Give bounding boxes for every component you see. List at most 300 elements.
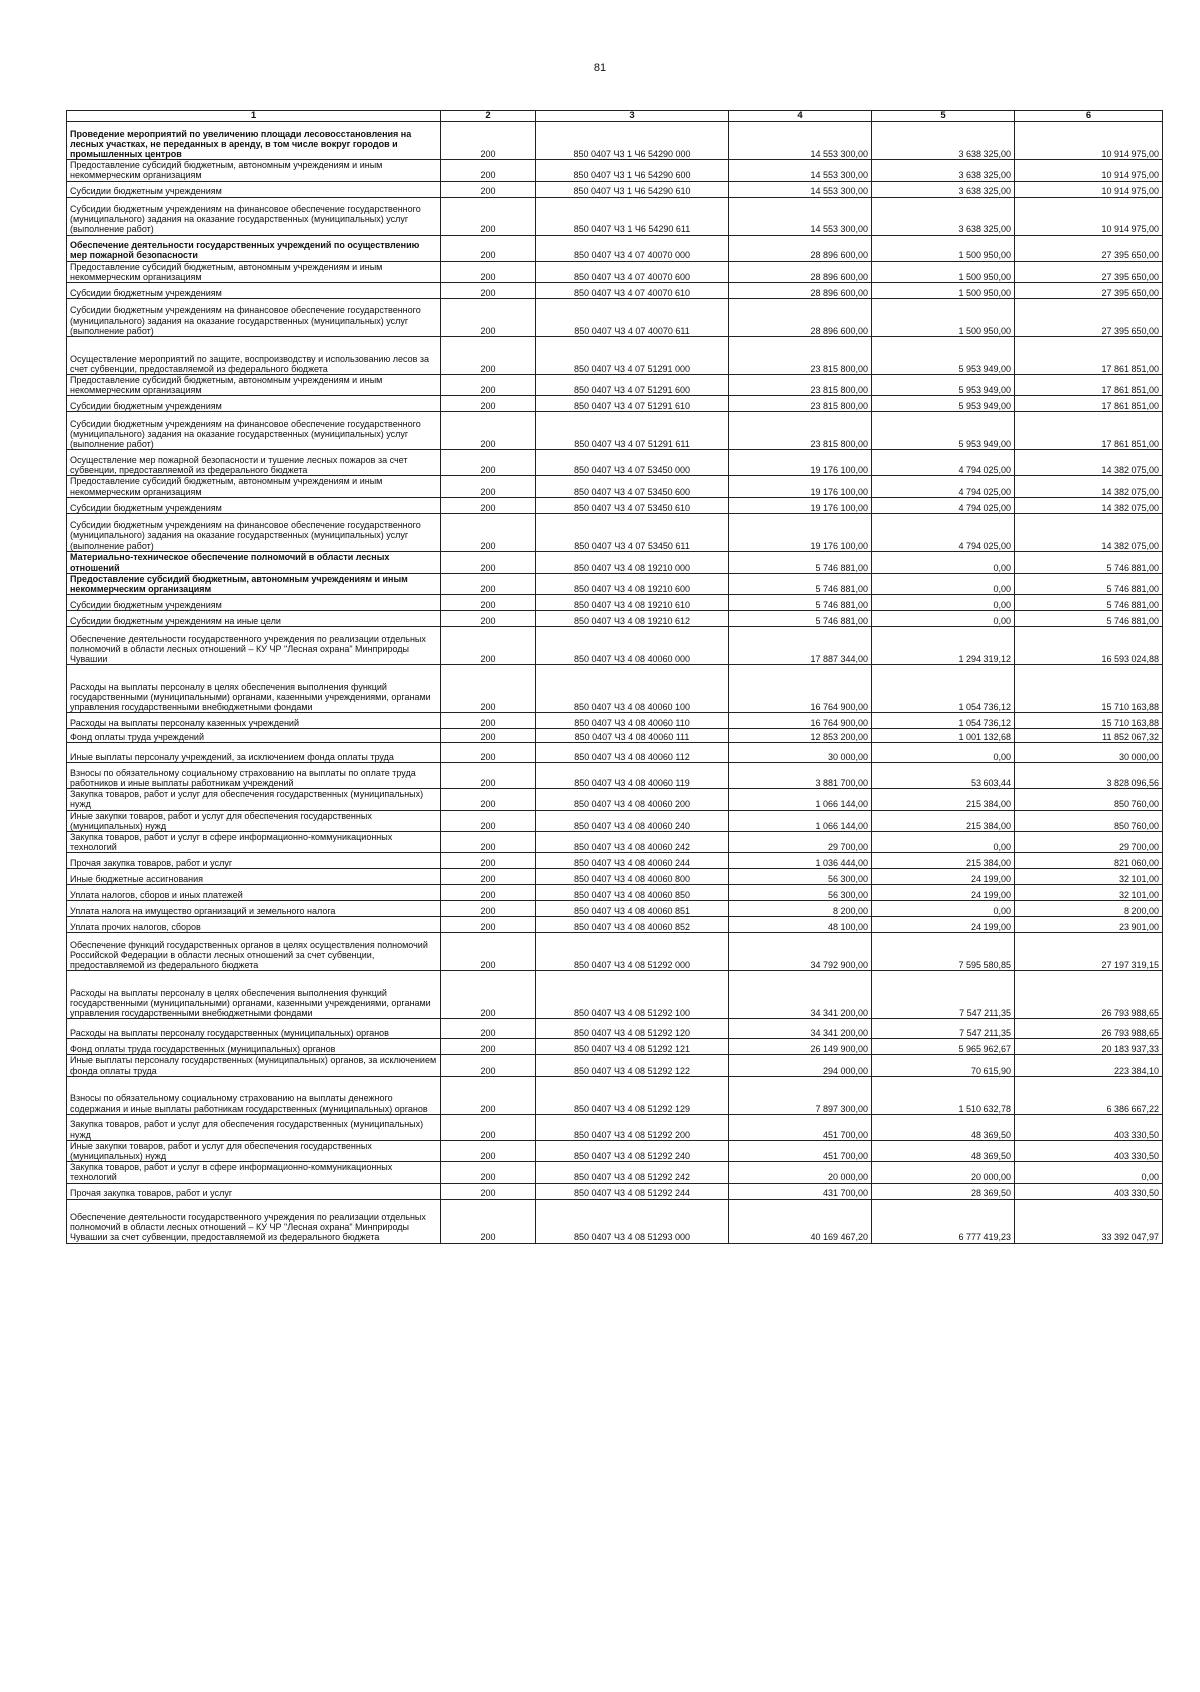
row-code-cell: 200 (441, 1140, 536, 1161)
row-value-col5-cell: 0,00 (872, 573, 1015, 594)
row-value-col5-cell: 20 000,00 (872, 1162, 1015, 1183)
row-value-col6-cell: 27 395 650,00 (1015, 283, 1163, 299)
row-value-col4-cell: 1 066 144,00 (729, 789, 872, 810)
row-value-col5-cell: 1 500 950,00 (872, 299, 1015, 337)
row-value-col6-cell: 26 793 988,65 (1015, 971, 1163, 1019)
table-row (67, 299, 1163, 337)
row-value-col4-cell: 28 896 600,00 (729, 235, 872, 261)
row-value-col5-cell: 0,00 (872, 743, 1015, 763)
row-value-col5-cell: 5 953 949,00 (872, 375, 1015, 396)
table-row (67, 901, 1163, 917)
table-row (67, 1076, 1163, 1114)
row-code-cell: 200 (441, 810, 536, 831)
row-value-col5-cell: 3 638 325,00 (872, 122, 1015, 160)
row-name-cell: Обеспечение функций государственных органов в целях осуществления полномочий Российской Федерации в области лесных отношений за счет субвенции, предоставляемой из федерального бюджета (67, 933, 441, 971)
row-code-cell: 200 (441, 1076, 536, 1114)
row-name-cell: Взносы по обязательному социальному страхованию на выплаты денежного содержания и иные выплаты работникам государственных (муниципальных) органов (67, 1076, 441, 1114)
row-value-col4-cell: 28 896 600,00 (729, 261, 872, 282)
row-value-col6-cell: 5 746 881,00 (1015, 573, 1163, 594)
row-classifier-cell: 850 0407 Ч3 4 08 40060 112 (536, 743, 729, 763)
row-value-col5-cell: 24 199,00 (872, 885, 1015, 901)
row-value-col6-cell: 5 746 881,00 (1015, 595, 1163, 611)
table-row (67, 1055, 1163, 1076)
table-row (67, 261, 1163, 282)
row-code-cell: 200 (441, 261, 536, 282)
row-code-cell: 200 (441, 853, 536, 869)
row-classifier-cell: 850 0407 Ч3 4 08 40060 000 (536, 627, 729, 665)
row-classifier-cell: 850 0407 Ч3 4 08 51292 240 (536, 1140, 729, 1161)
row-value-col4-cell: 40 169 467,20 (729, 1199, 872, 1243)
row-code-cell: 200 (441, 595, 536, 611)
row-name-cell: Иные выплаты персоналу учреждений, за исключением фонда оплаты труда (67, 743, 441, 763)
row-value-col4-cell: 14 553 300,00 (729, 160, 872, 181)
row-value-col4-cell: 19 176 100,00 (729, 513, 872, 551)
row-name-cell: Осуществление мер пожарной безопасности и тушение лесных пожаров за счет субвенции, предоставляемой из федерального бюджета (67, 450, 441, 476)
row-value-col6-cell: 17 861 851,00 (1015, 375, 1163, 396)
table-row (67, 450, 1163, 476)
row-value-col6-cell: 5 746 881,00 (1015, 611, 1163, 627)
row-value-col4-cell: 19 176 100,00 (729, 476, 872, 497)
row-name-cell: Закупка товаров, работ и услуг в сфере информационно-коммуникационных технологий (67, 1162, 441, 1183)
table-row (67, 337, 1163, 375)
row-value-col4-cell: 1 066 144,00 (729, 810, 872, 831)
row-classifier-cell: 850 0407 Ч3 4 07 53450 611 (536, 513, 729, 551)
row-name-cell: Фонд оплаты труда государственных (муниципальных) органов (67, 1039, 441, 1055)
row-value-col5-cell: 215 384,00 (872, 789, 1015, 810)
table-row (67, 1199, 1163, 1243)
row-value-col6-cell: 14 382 075,00 (1015, 476, 1163, 497)
table-row (67, 743, 1163, 763)
row-name-cell: Субсидии бюджетным учреждениям (67, 595, 441, 611)
row-code-cell: 200 (441, 551, 536, 573)
row-value-col4-cell: 23 815 800,00 (729, 396, 872, 412)
row-code-cell: 200 (441, 375, 536, 396)
column-header-6: 6 (1015, 111, 1163, 122)
row-value-col4-cell: 19 176 100,00 (729, 450, 872, 476)
row-value-col5-cell: 5 965 962,67 (872, 1039, 1015, 1055)
table-row (67, 122, 1163, 160)
table-row (67, 160, 1163, 181)
row-value-col6-cell: 8 200,00 (1015, 901, 1163, 917)
row-code-cell: 200 (441, 1114, 536, 1140)
row-value-col5-cell: 1 500 950,00 (872, 283, 1015, 299)
row-classifier-cell: 850 0407 Ч3 4 07 53450 000 (536, 450, 729, 476)
row-value-col6-cell: 850 760,00 (1015, 789, 1163, 810)
row-value-col4-cell: 23 815 800,00 (729, 375, 872, 396)
row-value-col4-cell: 451 700,00 (729, 1114, 872, 1140)
row-value-col6-cell: 403 330,50 (1015, 1183, 1163, 1199)
row-value-col6-cell: 14 382 075,00 (1015, 450, 1163, 476)
row-name-cell: Субсидии бюджетным учреждениям на иные цели (67, 611, 441, 627)
row-value-col4-cell: 5 746 881,00 (729, 573, 872, 594)
row-code-cell: 200 (441, 122, 536, 160)
column-header-3: 3 (536, 111, 729, 122)
row-value-col5-cell: 4 794 025,00 (872, 476, 1015, 497)
row-value-col4-cell: 1 036 444,00 (729, 853, 872, 869)
table-row (67, 375, 1163, 396)
row-value-col4-cell: 48 100,00 (729, 917, 872, 933)
table-header-row (67, 111, 1163, 122)
budget-table (66, 110, 1163, 1244)
row-name-cell: Субсидии бюджетным учреждениям на финансовое обеспечение государственного (муниципального) задания на оказание государственных (муниципальных) услуг (выполнение работ) (67, 412, 441, 450)
row-value-col4-cell: 12 853 200,00 (729, 729, 872, 743)
row-name-cell: Прочая закупка товаров, работ и услуг (67, 853, 441, 869)
row-value-col5-cell: 4 794 025,00 (872, 497, 1015, 513)
row-value-col6-cell: 3 828 096,56 (1015, 763, 1163, 789)
row-value-col4-cell: 7 897 300,00 (729, 1076, 872, 1114)
row-value-col6-cell: 403 330,50 (1015, 1114, 1163, 1140)
row-classifier-cell: 850 0407 Ч3 4 08 40060 800 (536, 869, 729, 885)
table-row (67, 789, 1163, 810)
row-classifier-cell: 850 0407 Ч3 4 07 53450 610 (536, 497, 729, 513)
row-code-cell: 200 (441, 1199, 536, 1243)
table-row (67, 869, 1163, 885)
page-number: 81 (593, 62, 607, 74)
row-value-col4-cell: 8 200,00 (729, 901, 872, 917)
row-classifier-cell: 850 0407 Ч3 4 07 53450 600 (536, 476, 729, 497)
table-row (67, 713, 1163, 729)
row-classifier-cell: 850 0407 Ч3 4 07 51291 610 (536, 396, 729, 412)
row-value-col5-cell: 24 199,00 (872, 869, 1015, 885)
row-name-cell: Субсидии бюджетным учреждениям (67, 283, 441, 299)
row-value-col5-cell: 215 384,00 (872, 810, 1015, 831)
row-value-col6-cell: 15 710 163,88 (1015, 713, 1163, 729)
row-value-col5-cell: 5 953 949,00 (872, 412, 1015, 450)
row-value-col4-cell: 56 300,00 (729, 885, 872, 901)
row-classifier-cell: 850 0407 Ч3 4 08 51292 129 (536, 1076, 729, 1114)
row-value-col4-cell: 56 300,00 (729, 869, 872, 885)
row-value-col5-cell: 1 500 950,00 (872, 261, 1015, 282)
row-classifier-cell: 850 0407 Ч3 4 08 19210 612 (536, 611, 729, 627)
row-value-col5-cell: 5 953 949,00 (872, 396, 1015, 412)
row-name-cell: Обеспечение деятельности государственных учреждений по осуществлению мер пожарной безопасности (67, 235, 441, 261)
row-value-col5-cell: 1 500 950,00 (872, 235, 1015, 261)
row-value-col5-cell: 1 294 319,12 (872, 627, 1015, 665)
row-classifier-cell: 850 0407 Ч3 4 08 19210 000 (536, 551, 729, 573)
table-row (67, 197, 1163, 235)
row-classifier-cell: 850 0407 Ч3 4 08 51292 121 (536, 1039, 729, 1055)
row-code-cell: 200 (441, 299, 536, 337)
row-value-col6-cell: 30 000,00 (1015, 743, 1163, 763)
row-value-col5-cell: 1 054 736,12 (872, 665, 1015, 713)
row-value-col6-cell: 0,00 (1015, 1162, 1163, 1183)
row-code-cell: 200 (441, 789, 536, 810)
table-row (67, 235, 1163, 261)
row-name-cell: Иные закупки товаров, работ и услуг для обеспечения государственных (муниципальных) нужд (67, 1140, 441, 1161)
row-value-col6-cell: 32 101,00 (1015, 885, 1163, 901)
row-value-col5-cell: 70 615,90 (872, 1055, 1015, 1076)
table-row (67, 1019, 1163, 1039)
row-name-cell: Уплата налога на имущество организаций и земельного налога (67, 901, 441, 917)
row-name-cell: Уплата налогов, сборов и иных платежей (67, 885, 441, 901)
row-value-col6-cell: 29 700,00 (1015, 832, 1163, 853)
row-value-col5-cell: 1 001 132,68 (872, 729, 1015, 743)
row-classifier-cell: 850 0407 Ч3 4 08 51292 122 (536, 1055, 729, 1076)
row-value-col6-cell: 10 914 975,00 (1015, 197, 1163, 235)
row-name-cell: Расходы на выплаты персоналу казенных учреждений (67, 713, 441, 729)
row-name-cell: Предоставление субсидий бюджетным, автономным учреждениям и иным некоммерческим организациям (67, 476, 441, 497)
row-value-col4-cell: 5 746 881,00 (729, 551, 872, 573)
row-classifier-cell: 850 0407 Ч3 4 08 40060 852 (536, 917, 729, 933)
table-row (67, 1140, 1163, 1161)
row-value-col5-cell: 0,00 (872, 901, 1015, 917)
row-value-col4-cell: 17 887 344,00 (729, 627, 872, 665)
row-name-cell: Субсидии бюджетным учреждениям на финансовое обеспечение государственного (муниципального) задания на оказание государственных (муниципальных) услуг (выполнение работ) (67, 513, 441, 551)
row-value-col4-cell: 14 553 300,00 (729, 197, 872, 235)
row-value-col5-cell: 215 384,00 (872, 853, 1015, 869)
row-value-col6-cell: 5 746 881,00 (1015, 551, 1163, 573)
table-row (67, 933, 1163, 971)
row-value-col5-cell: 48 369,50 (872, 1114, 1015, 1140)
row-code-cell: 200 (441, 396, 536, 412)
row-value-col5-cell: 3 638 325,00 (872, 181, 1015, 197)
row-name-cell: Предоставление субсидий бюджетным, автономным учреждениям и иным некоммерческим организациям (67, 375, 441, 396)
row-classifier-cell: 850 0407 Ч3 4 08 51292 242 (536, 1162, 729, 1183)
row-value-col6-cell: 16 593 024,88 (1015, 627, 1163, 665)
row-value-col6-cell: 403 330,50 (1015, 1140, 1163, 1161)
table-row (67, 181, 1163, 197)
row-name-cell: Иные бюджетные ассигнования (67, 869, 441, 885)
row-value-col5-cell: 53 603,44 (872, 763, 1015, 789)
row-name-cell: Субсидии бюджетным учреждениям (67, 396, 441, 412)
row-code-cell: 200 (441, 337, 536, 375)
row-classifier-cell: 850 0407 Ч3 4 07 40070 600 (536, 261, 729, 282)
row-classifier-cell: 850 0407 Ч3 4 08 51292 100 (536, 971, 729, 1019)
row-value-col5-cell: 24 199,00 (872, 917, 1015, 933)
row-name-cell: Закупка товаров, работ и услуг для обеспечения государственных (муниципальных) нужд (67, 789, 441, 810)
row-name-cell: Осуществление мероприятий по защите, воспроизводству и использованию лесов за счет субвенции, предоставляемой из федерального бюджета (67, 337, 441, 375)
row-value-col5-cell: 7 547 211,35 (872, 971, 1015, 1019)
row-code-cell: 200 (441, 1039, 536, 1055)
table-row (67, 810, 1163, 831)
row-code-cell: 200 (441, 971, 536, 1019)
row-name-cell: Обеспечение деятельности государственного учреждения по реализации отдельных полномочий в области лесных отношений – КУ ЧР "Лесная охрана" Минприроды Чувашии (67, 627, 441, 665)
row-value-col6-cell: 10 914 975,00 (1015, 181, 1163, 197)
row-classifier-cell: 850 0407 Ч3 4 08 51292 200 (536, 1114, 729, 1140)
row-name-cell: Расходы на выплаты персоналу в целях обеспечения выполнения функций государственными (муниципальными) органами, казенными учреждениями, органами управления государственными внебюджетными фондами (67, 665, 441, 713)
row-code-cell: 200 (441, 1055, 536, 1076)
table-row (67, 832, 1163, 853)
row-value-col4-cell: 28 896 600,00 (729, 299, 872, 337)
row-value-col6-cell: 33 392 047,97 (1015, 1199, 1163, 1243)
row-code-cell: 200 (441, 476, 536, 497)
row-value-col6-cell: 14 382 075,00 (1015, 513, 1163, 551)
row-code-cell: 200 (441, 869, 536, 885)
row-value-col6-cell: 821 060,00 (1015, 853, 1163, 869)
row-value-col4-cell: 16 764 900,00 (729, 713, 872, 729)
row-name-cell: Закупка товаров, работ и услуг в сфере информационно-коммуникационных технологий (67, 832, 441, 853)
row-name-cell: Взносы по обязательному социальному страхованию на выплаты по оплате труда работников и иные выплаты работникам учреждений (67, 763, 441, 789)
row-value-col6-cell: 27 395 650,00 (1015, 299, 1163, 337)
row-name-cell: Предоставление субсидий бюджетным, автономным учреждениям и иным некоммерческим организациям (67, 261, 441, 282)
row-code-cell: 200 (441, 160, 536, 181)
row-code-cell: 200 (441, 235, 536, 261)
table-row (67, 971, 1163, 1019)
row-classifier-cell: 850 0407 Ч3 4 08 40060 851 (536, 901, 729, 917)
row-value-col5-cell: 0,00 (872, 832, 1015, 853)
table-row (67, 513, 1163, 551)
row-code-cell: 200 (441, 665, 536, 713)
row-classifier-cell: 850 0407 Ч3 4 08 40060 850 (536, 885, 729, 901)
row-name-cell: Предоставление субсидий бюджетным, автономным учреждениям и иным некоммерческим организациям (67, 160, 441, 181)
row-classifier-cell: 850 0407 Ч3 4 08 40060 119 (536, 763, 729, 789)
row-code-cell: 200 (441, 412, 536, 450)
row-classifier-cell: 850 0407 Ч3 1 Ч6 54290 600 (536, 160, 729, 181)
row-name-cell: Иные выплаты персоналу государственных (муниципальных) органов, за исключением фонда оплаты труда (67, 1055, 441, 1076)
row-value-col6-cell: 223 384,10 (1015, 1055, 1163, 1076)
row-code-cell: 200 (441, 1019, 536, 1039)
row-classifier-cell: 850 0407 Ч3 4 07 51291 600 (536, 375, 729, 396)
row-value-col5-cell: 28 369,50 (872, 1183, 1015, 1199)
row-value-col6-cell: 20 183 937,33 (1015, 1039, 1163, 1055)
row-classifier-cell: 850 0407 Ч3 1 Ч6 54290 610 (536, 181, 729, 197)
row-value-col5-cell: 3 638 325,00 (872, 160, 1015, 181)
row-classifier-cell: 850 0407 Ч3 4 08 51292 244 (536, 1183, 729, 1199)
row-name-cell: Субсидии бюджетным учреждениям (67, 497, 441, 513)
table-row (67, 497, 1163, 513)
row-name-cell: Расходы на выплаты персоналу в целях обеспечения выполнения функций государственными (муниципальными) органами, казенными учреждениями, органами управления государственными внебюджетными фондами (67, 971, 441, 1019)
row-value-col6-cell: 10 914 975,00 (1015, 160, 1163, 181)
row-classifier-cell: 850 0407 Ч3 4 08 40060 240 (536, 810, 729, 831)
column-header-5: 5 (872, 111, 1015, 122)
row-code-cell: 200 (441, 832, 536, 853)
row-classifier-cell: 850 0407 Ч3 4 07 40070 611 (536, 299, 729, 337)
row-value-col5-cell: 4 794 025,00 (872, 450, 1015, 476)
row-code-cell: 200 (441, 450, 536, 476)
row-classifier-cell: 850 0407 Ч3 4 08 40060 100 (536, 665, 729, 713)
column-header-4: 4 (729, 111, 872, 122)
row-value-col5-cell: 4 794 025,00 (872, 513, 1015, 551)
row-value-col4-cell: 26 149 900,00 (729, 1039, 872, 1055)
row-classifier-cell: 850 0407 Ч3 4 07 51291 000 (536, 337, 729, 375)
row-code-cell: 200 (441, 513, 536, 551)
row-classifier-cell: 850 0407 Ч3 4 08 19210 610 (536, 595, 729, 611)
table-row (67, 1039, 1163, 1055)
row-value-col4-cell: 294 000,00 (729, 1055, 872, 1076)
table-body (67, 122, 1163, 1243)
row-classifier-cell: 850 0407 Ч3 4 07 40070 610 (536, 283, 729, 299)
row-code-cell: 200 (441, 713, 536, 729)
row-value-col6-cell: 23 901,00 (1015, 917, 1163, 933)
row-value-col4-cell: 23 815 800,00 (729, 337, 872, 375)
table-row (67, 627, 1163, 665)
row-value-col6-cell: 17 861 851,00 (1015, 337, 1163, 375)
row-code-cell: 200 (441, 573, 536, 594)
row-code-cell: 200 (441, 497, 536, 513)
row-name-cell: Иные закупки товаров, работ и услуг для обеспечения государственных (муниципальных) нужд (67, 810, 441, 831)
row-name-cell: Проведение мероприятий по увеличению площади лесовосстановления на лесных участках, не переданных в аренду, в том числе вокруг городов и промышленных центров (67, 122, 441, 160)
row-value-col6-cell: 15 710 163,88 (1015, 665, 1163, 713)
table-row (67, 573, 1163, 594)
table-row (67, 665, 1163, 713)
row-classifier-cell: 850 0407 Ч3 4 08 40060 110 (536, 713, 729, 729)
row-value-col6-cell: 17 861 851,00 (1015, 396, 1163, 412)
row-name-cell: Субсидии бюджетным учреждениям на финансовое обеспечение государственного (муниципального) задания на оказание государственных (муниципальных) услуг (выполнение работ) (67, 197, 441, 235)
table-row (67, 595, 1163, 611)
row-name-cell: Субсидии бюджетным учреждениям на финансовое обеспечение государственного (муниципального) задания на оказание государственных (муниципальных) услуг (выполнение работ) (67, 299, 441, 337)
row-classifier-cell: 850 0407 Ч3 4 07 51291 611 (536, 412, 729, 450)
row-value-col5-cell: 1 510 632,78 (872, 1076, 1015, 1114)
row-code-cell: 200 (441, 743, 536, 763)
row-code-cell: 200 (441, 917, 536, 933)
row-value-col6-cell: 17 861 851,00 (1015, 412, 1163, 450)
table-row (67, 885, 1163, 901)
row-code-cell: 200 (441, 283, 536, 299)
row-value-col6-cell: 850 760,00 (1015, 810, 1163, 831)
table-row (67, 1114, 1163, 1140)
table-row (67, 763, 1163, 789)
row-value-col4-cell: 16 764 900,00 (729, 665, 872, 713)
row-value-col6-cell: 11 852 067,32 (1015, 729, 1163, 743)
column-header-2: 2 (441, 111, 536, 122)
row-classifier-cell: 850 0407 Ч3 4 08 19210 600 (536, 573, 729, 594)
row-name-cell: Субсидии бюджетным учреждениям (67, 181, 441, 197)
table-row (67, 917, 1163, 933)
row-value-col6-cell: 6 386 667,22 (1015, 1076, 1163, 1114)
row-value-col6-cell: 14 382 075,00 (1015, 497, 1163, 513)
table-row (67, 611, 1163, 627)
row-value-col4-cell: 28 896 600,00 (729, 283, 872, 299)
table-row (67, 476, 1163, 497)
table-row (67, 1162, 1163, 1183)
row-name-cell: Обеспечение деятельности государственного учреждения по реализации отдельных полномочий в области лесных отношений – КУ ЧР "Лесная охрана" Минприроды Чувашии за счет субвенции, предоставляемой из федерального бюджета (67, 1199, 441, 1243)
row-code-cell: 200 (441, 181, 536, 197)
row-name-cell: Расходы на выплаты персоналу государственных (муниципальных) органов (67, 1019, 441, 1039)
row-value-col4-cell: 5 746 881,00 (729, 611, 872, 627)
row-value-col6-cell: 27 395 650,00 (1015, 235, 1163, 261)
table-row (67, 853, 1163, 869)
row-value-col4-cell: 14 553 300,00 (729, 181, 872, 197)
row-value-col5-cell: 1 054 736,12 (872, 713, 1015, 729)
row-value-col4-cell: 19 176 100,00 (729, 497, 872, 513)
row-value-col6-cell: 27 197 319,15 (1015, 933, 1163, 971)
row-value-col6-cell: 32 101,00 (1015, 869, 1163, 885)
row-code-cell: 200 (441, 1162, 536, 1183)
row-classifier-cell: 850 0407 Ч3 4 08 40060 200 (536, 789, 729, 810)
row-value-col6-cell: 26 793 988,65 (1015, 1019, 1163, 1039)
row-classifier-cell: 850 0407 Ч3 1 Ч6 54290 611 (536, 197, 729, 235)
row-value-col4-cell: 23 815 800,00 (729, 412, 872, 450)
row-code-cell: 200 (441, 611, 536, 627)
row-code-cell: 200 (441, 901, 536, 917)
row-value-col4-cell: 431 700,00 (729, 1183, 872, 1199)
row-classifier-cell: 850 0407 Ч3 4 08 40060 111 (536, 729, 729, 743)
row-name-cell: Закупка товаров, работ и услуг для обеспечения государственных (муниципальных) нужд (67, 1114, 441, 1140)
row-name-cell: Предоставление субсидий бюджетным, автономным учреждениям и иным некоммерческим организациям (67, 573, 441, 594)
table-row (67, 729, 1163, 743)
row-code-cell: 200 (441, 1183, 536, 1199)
row-classifier-cell: 850 0407 Ч3 1 Ч6 54290 000 (536, 122, 729, 160)
table-row (67, 1183, 1163, 1199)
row-value-col5-cell: 0,00 (872, 595, 1015, 611)
row-value-col4-cell: 5 746 881,00 (729, 595, 872, 611)
row-value-col5-cell: 5 953 949,00 (872, 337, 1015, 375)
row-classifier-cell: 850 0407 Ч3 4 08 51292 120 (536, 1019, 729, 1039)
row-classifier-cell: 850 0407 Ч3 4 07 40070 000 (536, 235, 729, 261)
row-value-col4-cell: 451 700,00 (729, 1140, 872, 1161)
table-row (67, 551, 1163, 573)
row-value-col4-cell: 14 553 300,00 (729, 122, 872, 160)
row-value-col5-cell: 0,00 (872, 551, 1015, 573)
row-value-col4-cell: 34 341 200,00 (729, 971, 872, 1019)
row-value-col5-cell: 0,00 (872, 611, 1015, 627)
row-classifier-cell: 850 0407 Ч3 4 08 40060 244 (536, 853, 729, 869)
row-value-col4-cell: 29 700,00 (729, 832, 872, 853)
row-code-cell: 200 (441, 885, 536, 901)
row-name-cell: Фонд оплаты труда учреждений (67, 729, 441, 743)
row-value-col5-cell: 3 638 325,00 (872, 197, 1015, 235)
row-value-col6-cell: 10 914 975,00 (1015, 122, 1163, 160)
